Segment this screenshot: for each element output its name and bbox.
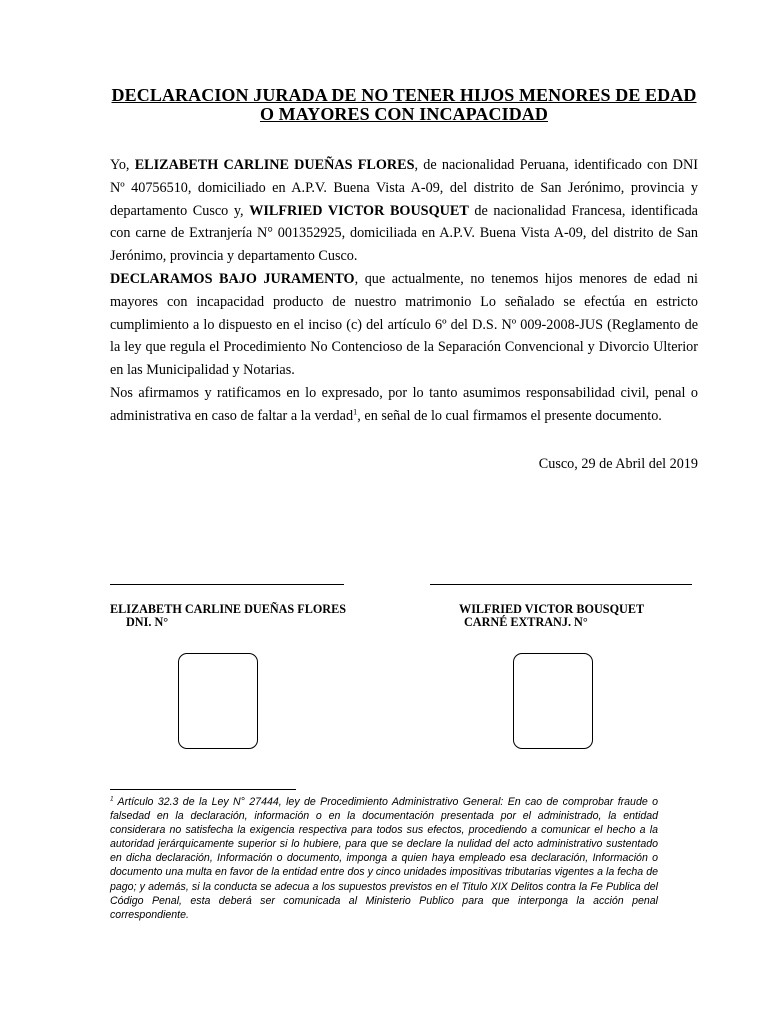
ratification-paragraph (110, 382, 698, 428)
oath-heading: DECLARAMOS BAJO JURAMENTO (110, 270, 355, 287)
declarant-1-name: ELIZABETH CARLINE DUEÑAS FLORES (134, 157, 415, 173)
document-title (80, 86, 728, 124)
declarant-2-name: WILFRIED VICTOR BOUSQUET (249, 202, 469, 219)
thumbprint-box-2 (513, 653, 593, 749)
signatory-2-name: WILFRIED VICTOR BOUSQUET (459, 602, 645, 616)
footnote-reference: 1 (353, 406, 358, 417)
footnote-separator (110, 789, 296, 790)
ratification-text-b: , en señal de lo cual firmamos el presente documento. (357, 407, 662, 424)
oath-text: , que actualmente, no tenemos hijos menores de edad ni mayores con incapacidad producto de nuestro matrimonio Lo señalado se efectúa en estricto cumplimiento a lo dispuesto en el inciso (c) del artículo 6º del D.S. Nº 009-2008-JUS (Reglamento de la ley que regula el Procedimiento No Contencioso de la Separación Convencional y Divorcio Ulterior en las Municipalidad y Notarias. (110, 270, 698, 379)
place-and-date: Cusco, 29 de Abril del 2019 (538, 456, 698, 472)
signature-line-1 (110, 584, 344, 585)
signatory-2-id-label: CARNÉ EXTRANJ. N° (464, 615, 588, 629)
footnote-text: Artículo 32.3 de la Ley N° 27444, ley de Procedimiento Administrativo General: En cao de comprobar fraude o falsedad en la declaración, información o en la documentación presentada por el administrado, la entidad considerara no satisfecha la exigencia respectiva para todos sus efectos, procediendo a comunicar el hecho a la autoridad jerárquicamente superior si lo hubiere, para que se declare la nulidad del acto administrativo sustentado en dicha declaración, Información o documento, imponga a quien haya empleado esa declaración, Información o documento una multa en favor de la entidad entre dos y cinco unidades impositivas tributarias vigentes a la fecha de pago; y además, si la conducta se adecua a los supuestos previstos en el Titulo XIX Delitos contra la Fe Publica del Código Penal, esta deberá ser comunicada al Ministerio Publico para que interponga la acción penal correspondiente. (110, 796, 658, 921)
signatory-1-id-label: DNI. N° (126, 615, 169, 629)
ratification-text-a: Nos afirmamos y ratificamos en lo expresado, por lo tanto asumimos responsabilidad civil, penal o administrativa en caso de faltar a la verdad (110, 384, 698, 424)
para1-text-a: Yo, (110, 157, 135, 173)
para1-text-c: de nacionalidad Francesa, identificada con carne de Extranjería N° 001352925, domiciliada en A.P.V. Buena Vista A-09, del distrito de San Jerónimo, provincia y departamento Cusco. (110, 202, 698, 265)
title-line-1: DECLARACION JURADA DE NO TENER HIJOS MENORES DE EDAD (111, 85, 697, 105)
identification-paragraph (110, 154, 698, 268)
thumbprint-box-1 (178, 653, 258, 749)
footnote (110, 795, 658, 922)
oath-paragraph (110, 268, 698, 382)
title-line-2: O MAYORES CON INCAPACIDAD (259, 104, 548, 124)
para1-text-b: , de nacionalidad Peruana, identificado con DNI Nº 40756510, domiciliado en A.P.V. Buena Vista A-09, del distrito de San Jerónimo, provincia y departamento Cusco y, (110, 157, 698, 219)
signature-line-2 (430, 584, 692, 585)
footnote-marker: 1 (110, 795, 114, 803)
signatory-1-name: ELIZABETH CARLINE DUEÑAS FLORES (110, 602, 347, 616)
declaration-body (110, 154, 698, 428)
